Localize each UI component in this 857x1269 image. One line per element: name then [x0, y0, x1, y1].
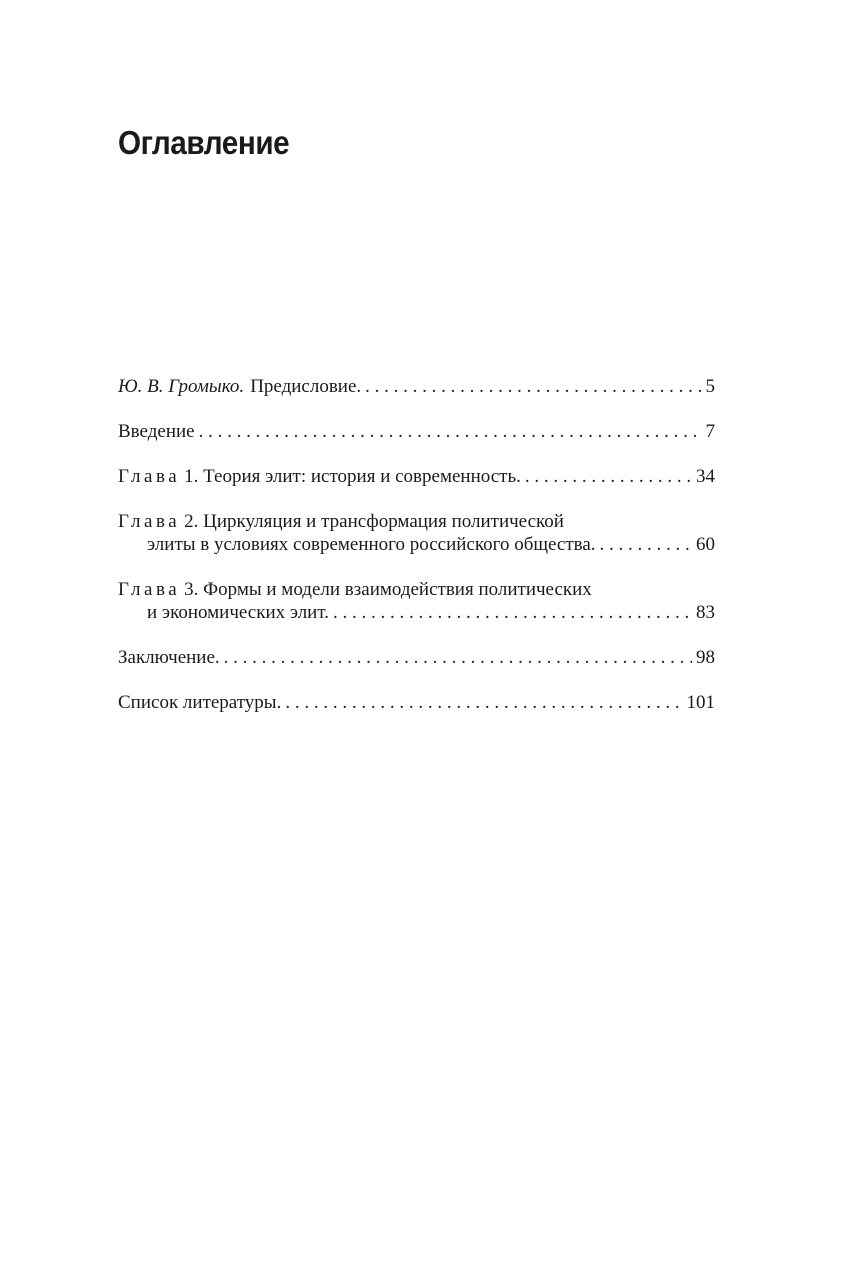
toc-entry-chapter-2[interactable] — [118, 510, 715, 556]
toc-title: Введение — [118, 421, 195, 442]
dot-leader — [333, 601, 692, 624]
toc-page-number: 7 — [705, 421, 715, 442]
dot-leader — [600, 533, 692, 556]
toc-entry-introduction[interactable] — [118, 420, 715, 443]
toc-chapter-label: Глава — [118, 466, 181, 487]
toc-page-number: 34 — [696, 466, 715, 487]
toc-line — [118, 510, 715, 533]
toc-title-continued: и экономических элит. — [147, 602, 329, 623]
dot-leader — [199, 420, 702, 443]
toc-author: Ю. В. Громыко. — [118, 376, 245, 397]
toc-title: Заключение. — [118, 647, 220, 668]
toc-page-number: 83 — [696, 602, 715, 623]
toc-entry-preface[interactable] — [118, 375, 715, 398]
page-title: Оглавление — [118, 124, 290, 161]
toc-page-number: 60 — [696, 534, 715, 555]
toc-entry-chapter-1[interactable] — [118, 465, 715, 488]
toc-line — [118, 646, 715, 669]
dot-leader — [224, 646, 692, 669]
toc-entry-conclusion[interactable] — [118, 646, 715, 669]
toc-title: 1. Теория элит: история и современность. — [184, 466, 521, 487]
toc-page-number: 98 — [696, 647, 715, 668]
toc-chapter-label: Глава — [118, 579, 181, 600]
dot-leader — [525, 465, 692, 488]
toc-line — [118, 691, 715, 714]
toc-page-number: 5 — [705, 376, 715, 397]
toc-title: Предисловие. — [250, 376, 362, 397]
toc-line — [118, 533, 715, 556]
toc-entry-chapter-3[interactable] — [118, 578, 715, 624]
toc-line — [118, 375, 715, 398]
toc-entry-bibliography[interactable] — [118, 691, 715, 714]
toc-line — [118, 578, 715, 601]
toc-line — [118, 420, 715, 443]
toc-title: 3. Формы и модели взаимодействия политических — [184, 579, 592, 600]
toc-line — [118, 601, 715, 624]
toc-title: 2. Циркуляция и трансформация политической — [184, 511, 564, 532]
dot-leader — [365, 375, 701, 398]
dot-leader — [285, 691, 682, 714]
toc-title-continued: элиты в условиях современного российского общества. — [147, 534, 596, 555]
toc-chapter-label: Глава — [118, 511, 181, 532]
toc-title: Список литературы. — [118, 692, 282, 713]
toc-page-number: 101 — [686, 692, 715, 713]
toc-line — [118, 465, 715, 488]
table-of-contents — [118, 375, 715, 736]
